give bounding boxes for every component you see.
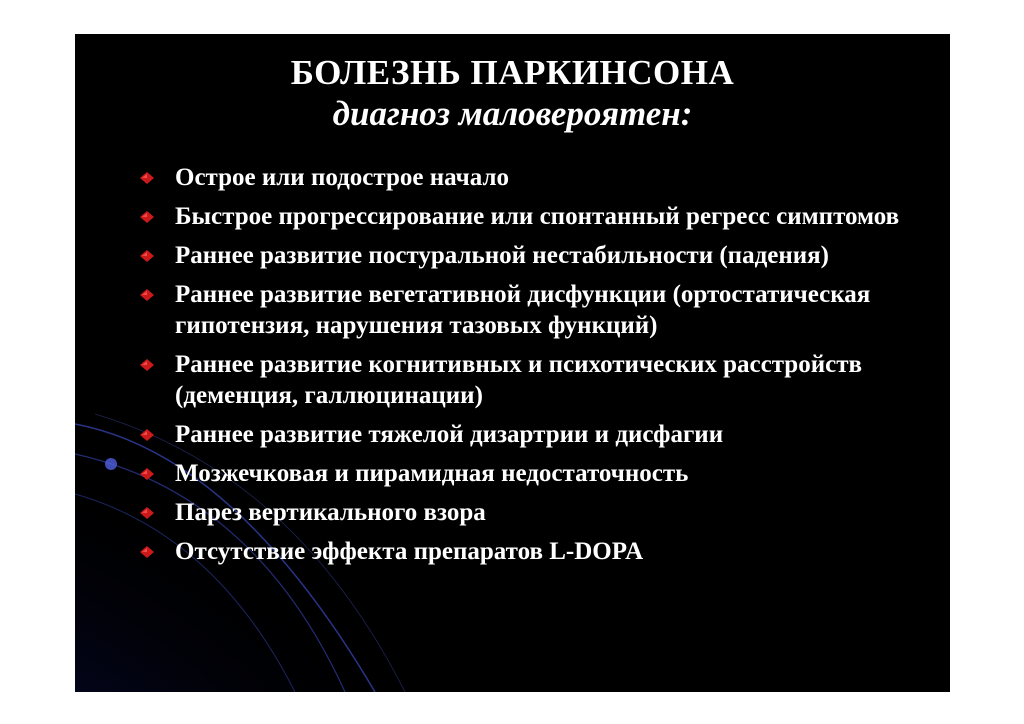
bullet-item — [139, 201, 929, 232]
bullet-text: Острое или подострое начало — [175, 164, 509, 191]
red-diamond-bullet-icon — [139, 288, 155, 302]
red-diamond-bullet-icon — [139, 506, 155, 520]
red-diamond-bullet-icon — [139, 428, 155, 442]
bullet-text: Раннее развитие тяжелой дизартрии и дисфагии — [175, 421, 724, 448]
red-diamond-bullet-icon — [139, 358, 155, 372]
bullet-text: Парез вертикального взора — [175, 499, 486, 526]
bullet-list — [139, 162, 929, 575]
slide-subtitle: диагноз маловероятен: — [332, 94, 693, 133]
bullet-item — [139, 240, 929, 271]
bullet-item — [139, 536, 929, 567]
bullet-text: Раннее развитие постуральной нестабильности (падения) — [175, 242, 829, 269]
bullet-text: Быстрое прогрессирование или спонтанный регресс симптомов — [175, 203, 900, 230]
red-diamond-bullet-icon — [139, 171, 155, 185]
slide — [75, 34, 950, 692]
bullet-text: Раннее развитие когнитивных и психотических расстройств (деменция, галлюцинации) — [175, 351, 862, 409]
bullet-item — [139, 497, 929, 528]
red-diamond-bullet-icon — [139, 545, 155, 559]
bullet-text: Раннее развитие вегетативной дисфункции (ортостатическая гипотензия, нарушения тазовых функций) — [175, 281, 871, 339]
bullet-text: Отсутствие эффекта препаратов L-DOPA — [175, 538, 644, 565]
bullet-text: Мозжечковая и пирамидная недостаточность — [175, 460, 689, 487]
bullet-item — [139, 349, 929, 411]
bullet-item — [139, 279, 929, 341]
bullet-item — [139, 162, 929, 193]
bullet-item — [139, 458, 929, 489]
red-diamond-bullet-icon — [139, 467, 155, 481]
slide-title: БОЛЕЗНЬ ПАРКИНСОНА — [290, 53, 735, 92]
red-diamond-bullet-icon — [139, 249, 155, 263]
red-diamond-bullet-icon — [139, 210, 155, 224]
title-block — [75, 52, 950, 134]
bullet-item — [139, 419, 929, 450]
